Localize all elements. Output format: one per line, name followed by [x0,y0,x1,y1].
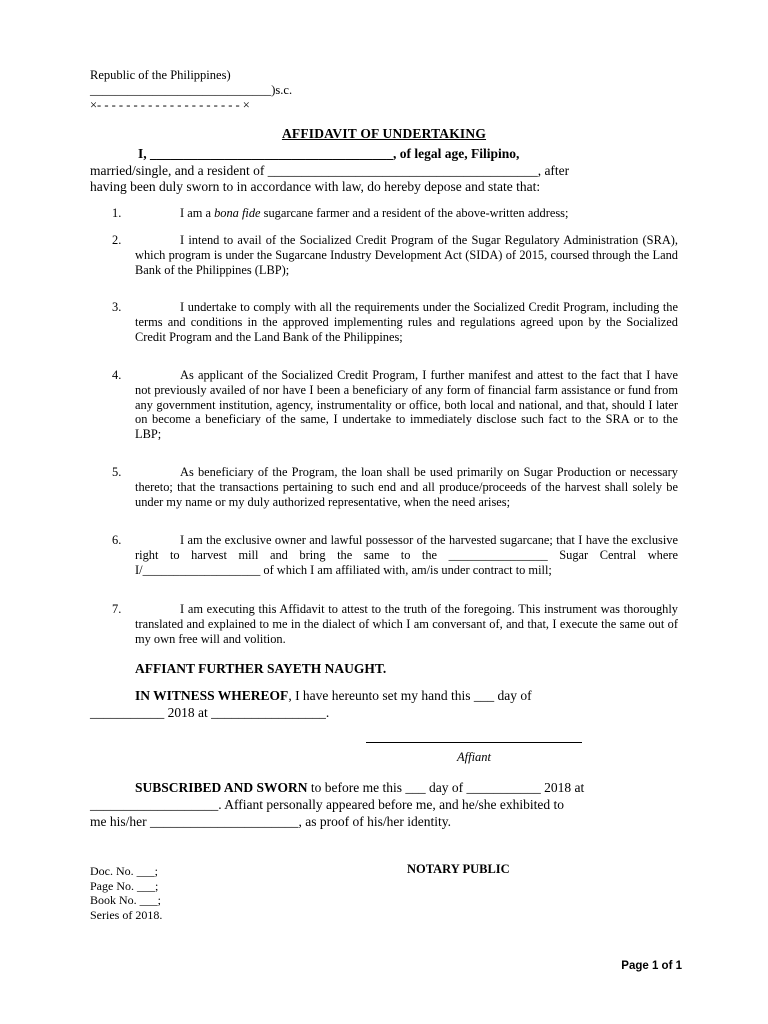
further-sayeth-text: AFFIANT FURTHER SAYETH NAUGHT. [135,661,387,676]
list-item [90,533,678,577]
jurat-text-3: me his/her ______________________, as proof of his/her identity. [90,814,451,829]
item-number: 4. [112,368,122,382]
list-item [90,206,678,221]
page-number: Page 1 of 1 [621,960,682,972]
notary-public-label: NOTARY PUBLIC [407,862,510,876]
list-item [90,233,678,277]
caption-sc-line: _____________________________)s.c. [90,83,293,97]
list-item [90,368,678,442]
item-text: I am executing this Affidavit to attest to the truth of the foregoing. This instrument was thoroughly translated and explained to me in the dialect of which I am conversant of, and that, I execute the same out of my own free will and volition. [135,602,678,646]
item-text: I undertake to comply with all the requirements under the Socialized Credit Program, including the terms and conditions in the approved implementing rules and regulations agreed upon by the Socialized Credit Program and the Land Bank of the Philippines; [135,300,678,344]
jurat-paragraph [90,779,678,830]
item-number: 6. [112,533,122,547]
item-text: I intend to avail of the Socialized Credit Program of the Sugar Regulatory Administration (SRA), which program is under the Sugarcane Industry Development Act (SIDA) of 2015, coursed through the Land Bank of the Philippines (LBP); [135,233,678,277]
jurat-bold: SUBSCRIBED AND SWORN [135,780,308,795]
venue-caption [90,68,292,113]
list-item [90,602,678,646]
list-item [90,465,678,509]
witness-paragraph [90,687,678,721]
item-number: 3. [112,300,122,314]
affiant-signature-line [366,742,582,743]
document-title: AFFIDAVIT OF UNDERTAKING [281,126,487,141]
further-sayeth [90,660,678,677]
intro-paragraph [90,146,678,196]
witness-bold: IN WITNESS WHEREOF [135,688,289,703]
page-no: Page No. ___; [90,878,159,893]
witness-text-1: , I have hereunto set my hand this ___ day of [288,688,532,703]
item-number: 1. [112,206,122,220]
item-text: I am the exclusive owner and lawful possessor of the harvested sugarcane; that I have the exclusive right to harvest mill and bring the same to the ________________ Sugar Central where I/___________________ of which I am affiliated with, am/is under contract to mill; [135,533,678,577]
item-number: 7. [112,602,122,616]
item-text-italic: bona fide [214,206,261,220]
jurat-text-1: to before me this ___ day of ___________ 2018 at [307,780,585,795]
intro-line-2: married/single, and a resident of ________________________________________, after [90,162,570,178]
series: Series of 2018. [90,907,163,922]
intro-line-1: I, ____________________________________, of legal age, Filipino, [138,146,520,161]
caption-republic: Republic of the Philippines) [90,68,231,82]
item-text-post: sugarcane farmer and a resident of the above-written address; [260,206,569,220]
item-text: As beneficiary of the Program, the loan shall be used primarily on Sugar Production or necessary thereto; that the transactions pertaining to such end and all produce/proceeds of the harvest shall solely be under my name or my duly authorized representative, when the need arises; [135,465,678,509]
book-no: Book No. ___; [90,893,162,907]
affiant-label: Affiant [456,750,492,764]
jurat-text-2: ___________________. Affiant personally appeared before me, and he/she exhibited to [90,797,565,812]
item-number: 2. [112,233,122,247]
intro-line-3: having been duly sworn to in accordance with law, do hereby depose and state that: [90,179,541,194]
notarial-register-info [90,864,162,922]
item-text: As applicant of the Socialized Credit Program, I further manifest and attest to the fact that I have not previously availed of nor have I been a beneficiary of any form of financial farm assistance or fund from any government institution, agency, instrumentality or office, both local and national, and that, should I later on become a beneficiary of the same, I undertake to immediately disclose such fact to the SRA or to the LBP; [135,368,678,442]
item-text-pre: I am a [180,206,215,220]
list-item [90,300,678,344]
doc-no: Doc. No. ___; [90,864,158,878]
caption-separator: ×- - - - - - - - - - - - - - - - - - - - × [90,98,250,112]
witness-text-2: ___________ 2018 at _________________. [90,705,330,720]
item-number: 5. [112,465,122,479]
